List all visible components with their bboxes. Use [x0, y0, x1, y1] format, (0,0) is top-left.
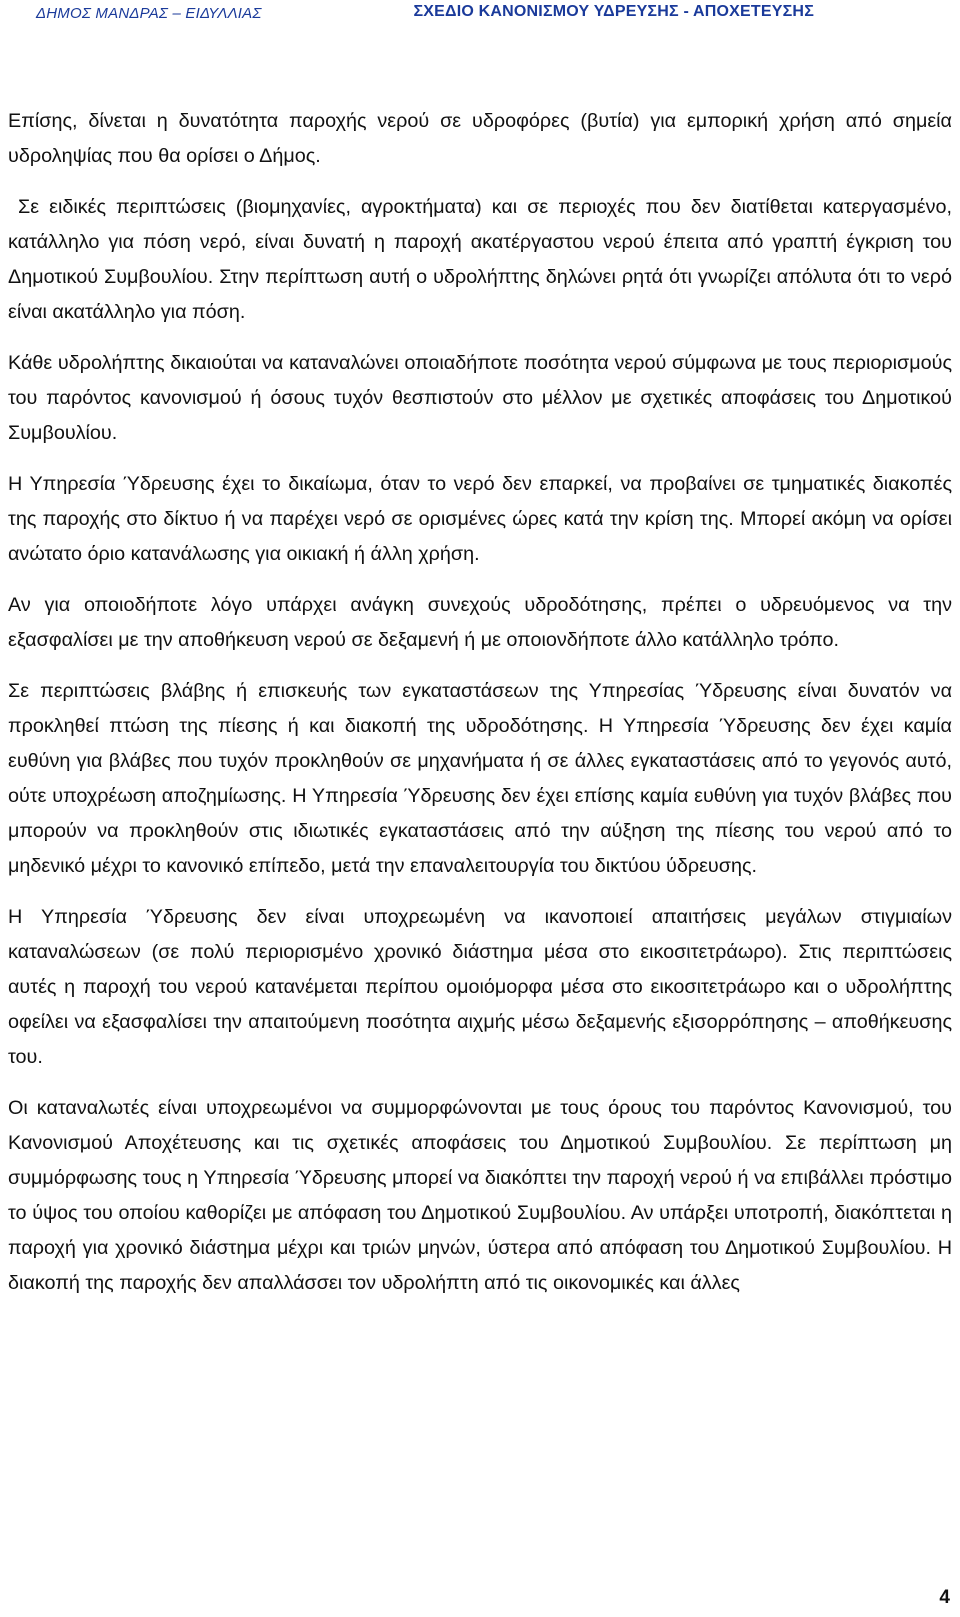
paragraph: Οι καταναλωτές είναι υποχρεωμένοι να συμμορφώνονται με τους όρους του παρόντος Κανονισμού, του Κανονισμού Αποχέτευσης και τις σχετικές αποφάσεις του Δημοτικού Συμβουλίου. Σε περίπτωση μη συμμόρφωσης τους η Υπηρεσία Ύδρευσης μπορεί να διακόπτει την παροχή νερού ή να επιβάλλει πρόστιμο το ύψος του οποίου καθορίζει με απόφαση του Δημοτικού Συμβουλίου. Αν υπάρξει υποτροπή, διακόπτεται η παροχή για χρονικό διάστημα μέχρι και τριών μηνών, ύστερα από απόφαση του Δημοτικού Συμβουλίου. Η διακοπή της παροχής δεν απαλλάσσει τον υδρολήπτη από τις οικονομικές και άλλες	[8, 1097, 952, 1294]
header-document-title: ΣΧΕΔΙΟ ΚΑΝΟΝΙΣΜΟΥ ΥΔΡΕΥΣΗΣ - ΑΠΟΧΕΤΕΥΣΗΣ	[413, 3, 814, 20]
paragraph: Σε ειδικές περιπτώσεις (βιομηχανίες, αγροκτήματα) και σε περιοχές που δεν διατίθεται κατεργασμένο, κατάλληλο για πόση νερό, είναι δυνατή η παροχή ακατέργαστου νερού έπειτα από γραπτή έγκριση του Δημοτικού Συμβουλίου. Στην περίπτωση αυτή ο υδρολήπτης δηλώνει ρητά ότι γνωρίζει απόλυτα ότι το νερό είναι ακατάλληλο για πόση.	[8, 196, 958, 323]
paragraph: Η Υπηρεσία Ύδρευσης δεν είναι υποχρεωμένη να ικανοποιεί απαιτήσεις μεγάλων στιγμιαίων καταναλώσεων (σε πολύ περιορισμένο χρονικό διάστημα μέσα στο εικοσιτετράωρο). Στις περιπτώσεις αυτές η παροχή του νερού κατανέμεται περίπου ομοιόμορφα μέσα στο εικοσιτετράωρο και ο υδρολήπτης οφείλει να εξασφαλίσει την απαιτούμενη ποσότητα αιχμής μέσω δεξαμενής εξισορρόπησης – αποθήκευσης του.	[8, 906, 952, 1068]
header-municipality: ΔΗΜΟΣ ΜΑΝΔΡΑΣ – ΕΙΔΥΛΛΙΑΣ	[36, 5, 262, 22]
paragraph: Η Υπηρεσία Ύδρευσης έχει το δικαίωμα, όταν το νερό δεν επαρκεί, να προβαίνει σε τμηματικές διακοπές της παροχής στο δίκτυο ή να παρέχει νερό σε ορισμένες ώρες κατά την κρίση της. Μπορεί ακόμη να ορίσει ανώτατο όριο κατανάλωσης για οικιακή ή άλλη χρήση.	[8, 473, 952, 565]
paragraph: Κάθε υδρολήπτης δικαιούται να καταναλώνει οποιαδήποτε ποσότητα νερού σύμφωνα με τους περιορισμούς του παρόντος κανονισμού ή όσους τυχόν θεσπιστούν στο μέλλον με σχετικές αποφάσεις του Δημοτικού Συμβουλίου.	[8, 352, 952, 444]
page-number: 4	[939, 1587, 950, 1608]
paragraph: Αν για οποιοδήποτε λόγο υπάρχει ανάγκη συνεχούς υδροδότησης, πρέπει ο υδρευόμενος να την εξασφαλίσει με την αποθήκευση νερού σε δεξαμενή ή με οποιονδήποτε άλλο κατάλληλο τρόπο.	[8, 594, 952, 651]
paragraph: Σε περιπτώσεις βλάβης ή επισκευής των εγκαταστάσεων της Υπηρεσίας Ύδρευσης είναι δυνατόν να προκληθεί πτώση της πίεσης ή και διακοπή της υδροδότησης. Η Υπηρεσία Ύδρευσης δεν έχει καμία ευθύνη για βλάβες που τυχόν προκληθούν σε μηχανήματα ή σε άλλες εγκαταστάσεις από το γεγονός αυτό, ούτε υποχρέωση αποζημίωσης. Η Υπηρεσία Ύδρευσης δεν έχει επίσης καμία ευθύνη για τυχόν βλάβες που μπορούν να προκληθούν στις ιδιωτικές εγκαταστάσεις από την αύξηση της πίεσης του νερού από το μηδενικό μέχρι το κανονικό επίπεδο, μετά την επαναλειτουργία του δικτύου ύδρευσης.	[8, 680, 952, 877]
page-header	[0, 0, 960, 40]
document-body	[8, 104, 958, 1317]
paragraph: Επίσης, δίνεται η δυνατότητα παροχής νερού σε υδροφόρες (βυτία) για εμπορική χρήση από σημεία υδροληψίας που θα ορίσει ο Δήμος.	[8, 110, 952, 167]
